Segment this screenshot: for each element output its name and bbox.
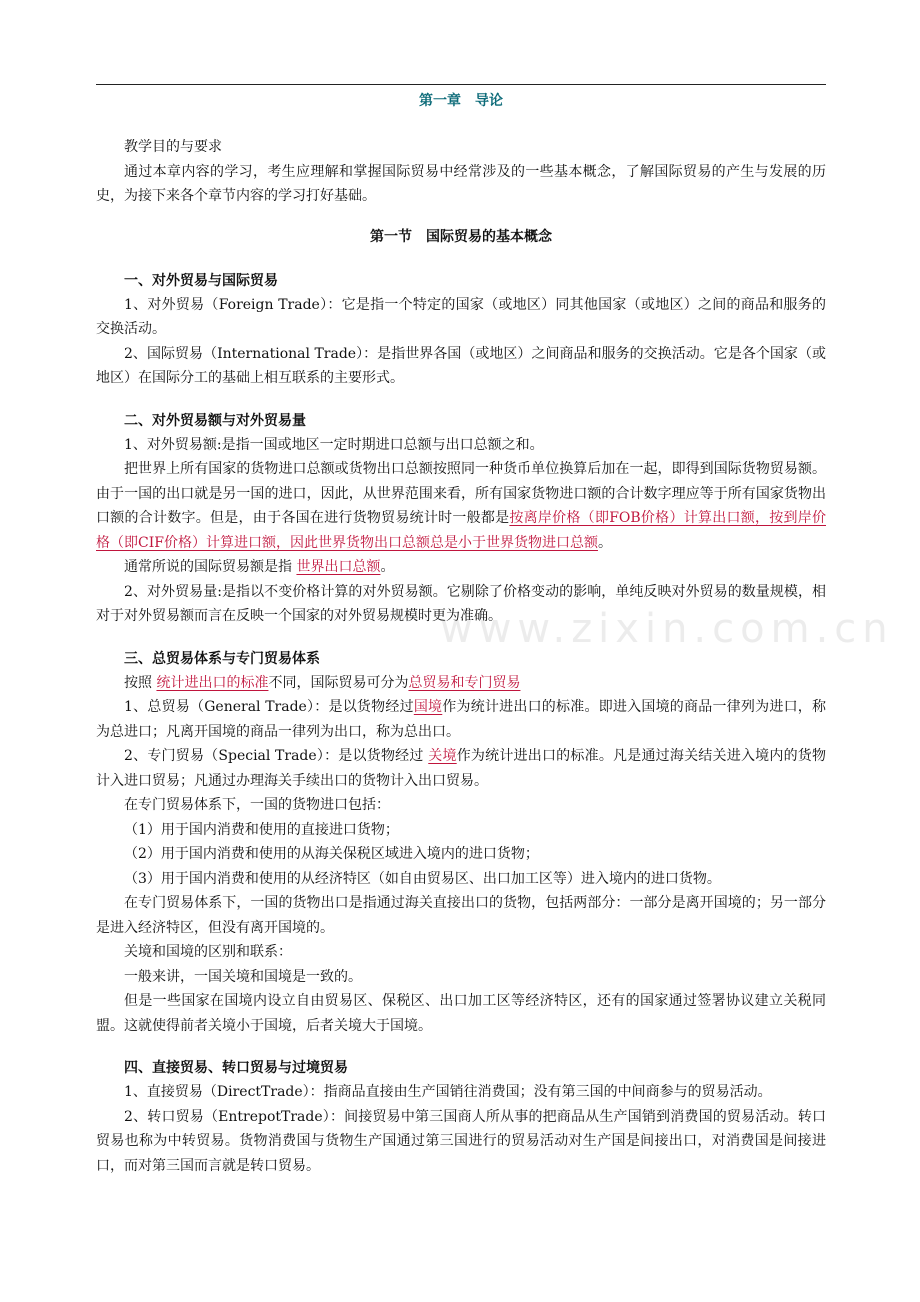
text-run: 作为统计进出口的标准。即进入国境的商品一律列为进口，称为总进口；凡离开国境的商品一律列为出口，称为总出口。 — [96, 699, 827, 740]
section-title: 第一节 国际贸易的基本概念 — [370, 228, 552, 245]
text-run: 2、专门贸易（Special Trade）：是以货物经过 — [124, 748, 429, 764]
highlighted-text: 统计进出口的标准 — [156, 674, 269, 691]
part3-paragraph-1 — [96, 671, 826, 696]
part3-paragraph-5: 在专门贸易体系下，一国的货物出口是指通过海关直接出口的货物，包括两部分：一部分是离开国境的；另一部分是进入经济特区，但没有离开国境的。 — [96, 895, 826, 936]
part2-paragraph-2 — [96, 457, 826, 555]
highlighted-text: 国境 — [413, 699, 443, 715]
list-item: （2）用于国内消费和使用的从海关保税区域进入境内的进口货物； — [124, 846, 539, 862]
text-run: 把世界上所有国家的货物进口总额或货物出口总额按照同一种货币单位换算后加在一起，即得到国际货物贸易额。由于一国的出口就是另一国的进口，因此，从世界范围来看，所有国家货物进口额的合计数字理应等于所有国家货物出口额的合计数字。但是，由于各国在进行货物贸易统计时一般都是 — [96, 461, 826, 526]
part1-paragraph-1: 1、对外贸易（Foreign Trade）：它是指一个特定的国家（或地区）同其他国家（或地区）之间的商品和服务的交换活动。 — [96, 296, 826, 337]
text-run: 1、总贸易（General Trade）：是以货物经过 — [124, 699, 414, 715]
objectives-heading: 教学目的与要求 — [124, 139, 222, 155]
list-item: （1）用于国内消费和使用的直接进口货物； — [124, 821, 399, 838]
part3-paragraph-2 — [96, 695, 826, 744]
part2-heading: 二、对外贸易额与对外贸易量 — [124, 412, 306, 429]
text-run: 。 — [380, 559, 395, 575]
part4-paragraph-2: 2、转口贸易（EntrepotTrade）：间接贸易中第三国商人所从事的把商品从生产国销到消费国的贸易活动。转口贸易也称为中转贸易。货物消费国与货物生产国通过第三国进行的贸易活动对生产国是间接出口，对消费国是间接进口，而对第三国而言就是转口贸易。 — [96, 1108, 826, 1174]
part3-paragraph-4: 在专门贸易体系下，一国的货物进口包括： — [124, 797, 390, 813]
part2-paragraph-3 — [96, 555, 826, 580]
part3-paragraph-3 — [96, 744, 826, 793]
objectives-text: 通过本章内容的学习，考生应理解和掌握国际贸易中经常涉及的一些基本概念，了解国际贸易的产生与发展的历史，为接下来各个章节内容的学习打好基础。 — [96, 163, 826, 204]
highlighted-text: 世界出口总额 — [296, 559, 381, 575]
chapter-title: 第一章 导论 — [419, 93, 503, 109]
text-run: 通常所说的国际贸易额是指 — [124, 559, 297, 575]
text-run: 按照 — [124, 674, 157, 691]
document-page — [96, 84, 826, 1178]
part3-paragraph-8: 但是一些国家在国境内设立自由贸易区、保税区、出口加工区等经济特区，还有的国家通过签署协议建立关税同盟。这就使得前者关境小于国境，后者关境大于国境。 — [96, 993, 826, 1034]
part4-paragraph-1: 1、直接贸易（DirectTrade）：指商品直接由生产国销往消费国；没有第三国的中间商参与的贸易活动。 — [124, 1084, 772, 1100]
part3-paragraph-6: 关境和国境的区别和联系： — [124, 944, 292, 960]
part3-heading: 三、总贸易体系与专门贸易体系 — [124, 650, 320, 667]
highlighted-text: 关境 — [428, 748, 457, 764]
text-run: 不同，国际贸易可分为 — [268, 674, 409, 691]
part2-paragraph-1: 1、对外贸易额:是指一国或地区一定时期进口总额与出口总额之和。 — [124, 436, 544, 453]
header-rule — [96, 84, 826, 85]
part2-paragraph-4: 2、对外贸易量:是指以不变价格计算的对外贸易额。它剔除了价格变动的影响，单纯反映对外贸易的数量规模，相对于对外贸易额而言在反映一个国家的对外贸易规模时更为准确。 — [96, 583, 826, 624]
part1-heading: 一、对外贸易与国际贸易 — [124, 272, 278, 289]
part4-heading: 四、直接贸易、转口贸易与过境贸易 — [124, 1060, 348, 1076]
text-run: 作为统计进出口的标准。凡是通过海关结关进入境内的货物计入进口贸易；凡通过办理海关手续出口的货物计入出口贸易。 — [96, 748, 827, 789]
part3-paragraph-7: 一般来讲，一国关境和国境是一致的。 — [124, 968, 362, 985]
part1-paragraph-2: 2、国际贸易（International Trade）：是指世界各国（或地区）之间商品和服务的交换活动。它是各个国家（或地区）在国际分工的基础上相互联系的主要形式。 — [96, 345, 826, 386]
highlighted-text: 总贸易和专门贸易 — [408, 674, 521, 691]
watermark: www.zixin.com.cn — [440, 606, 894, 652]
list-item: （3）用于国内消费和使用的从经济特区（如自由贸易区、出口加工区等）进入境内的进口货物。 — [124, 870, 721, 887]
highlighted-text: 按离岸价格（即FOB价格）计算出口额，按到岸价格（即CIF价格）计算进口额，因此世界货物出口总额总是小于世界货物进口总额 — [96, 510, 826, 551]
text-run: 。 — [597, 534, 612, 551]
